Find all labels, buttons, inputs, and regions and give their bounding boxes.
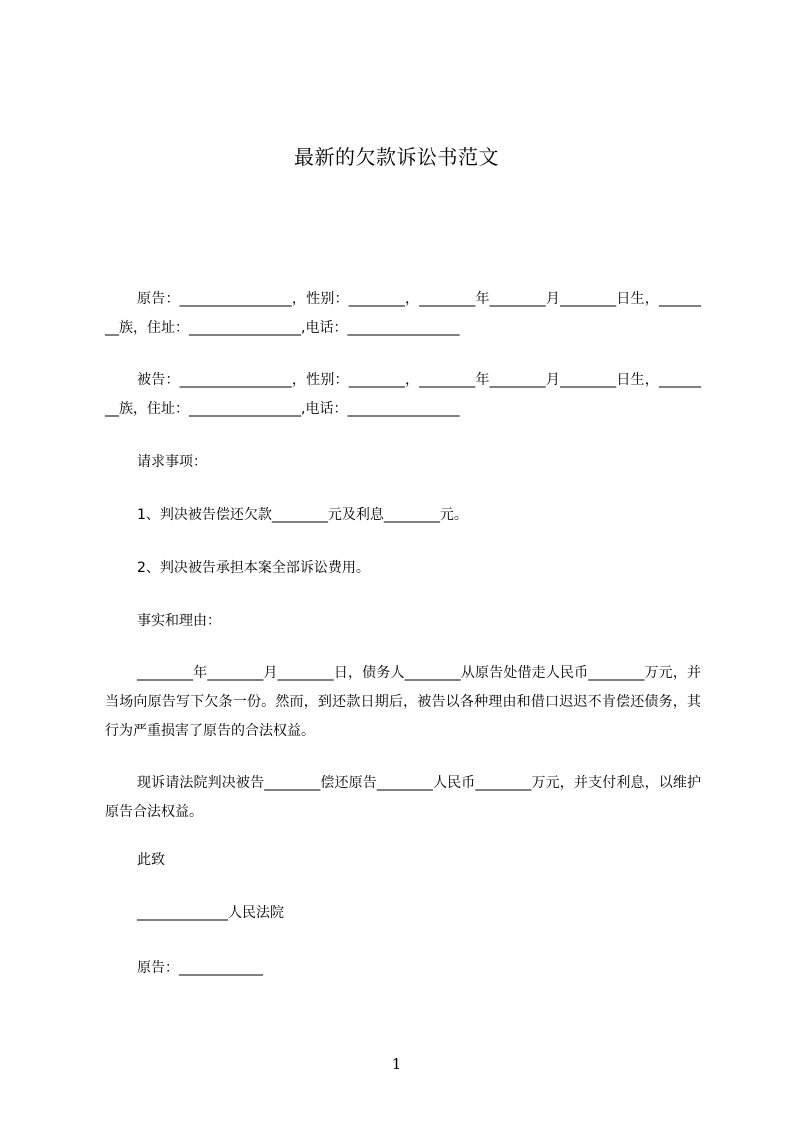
claim-item-1: 1、判决被告偿还欠款________元及利息________元。: [137, 507, 468, 523]
court-line: _____________人民法院: [137, 905, 284, 921]
plaintiff-info-paragraph: 原告：________________，性别：________，________年________月________日生，________族，住址：________________,电话：________________: [105, 291, 701, 336]
claim-item-2: 2、判决被告承担本案全部诉讼费用。: [137, 560, 370, 576]
plaintiff-signature-line: 原告：____________: [137, 960, 263, 976]
defendant-info-paragraph: 被告：________________，性别：________，________年________月________日生，________族，住址：________________,电话：________________: [105, 372, 701, 417]
document-title: 最新的欠款诉讼书范文: [294, 145, 499, 169]
claims-heading: 请求事项：: [137, 454, 207, 470]
facts-paragraph: ________年________月________日，债务人________从原告处借走人民币________万元，并当场向原告写下欠条一份。然而，到还款日期后，被告以各种理由和借口迟迟不肯偿还债务，其行为严重损害了原告的合法权益。: [105, 665, 701, 739]
page-number: 1: [391, 1055, 402, 1073]
request-paragraph: 现诉请法院判决被告________偿还原告________人民币________万元，并支付利息，以维护原告合法权益。: [105, 775, 701, 820]
facts-heading: 事实和理由：: [137, 613, 221, 629]
closing-text: 此致: [137, 852, 165, 868]
